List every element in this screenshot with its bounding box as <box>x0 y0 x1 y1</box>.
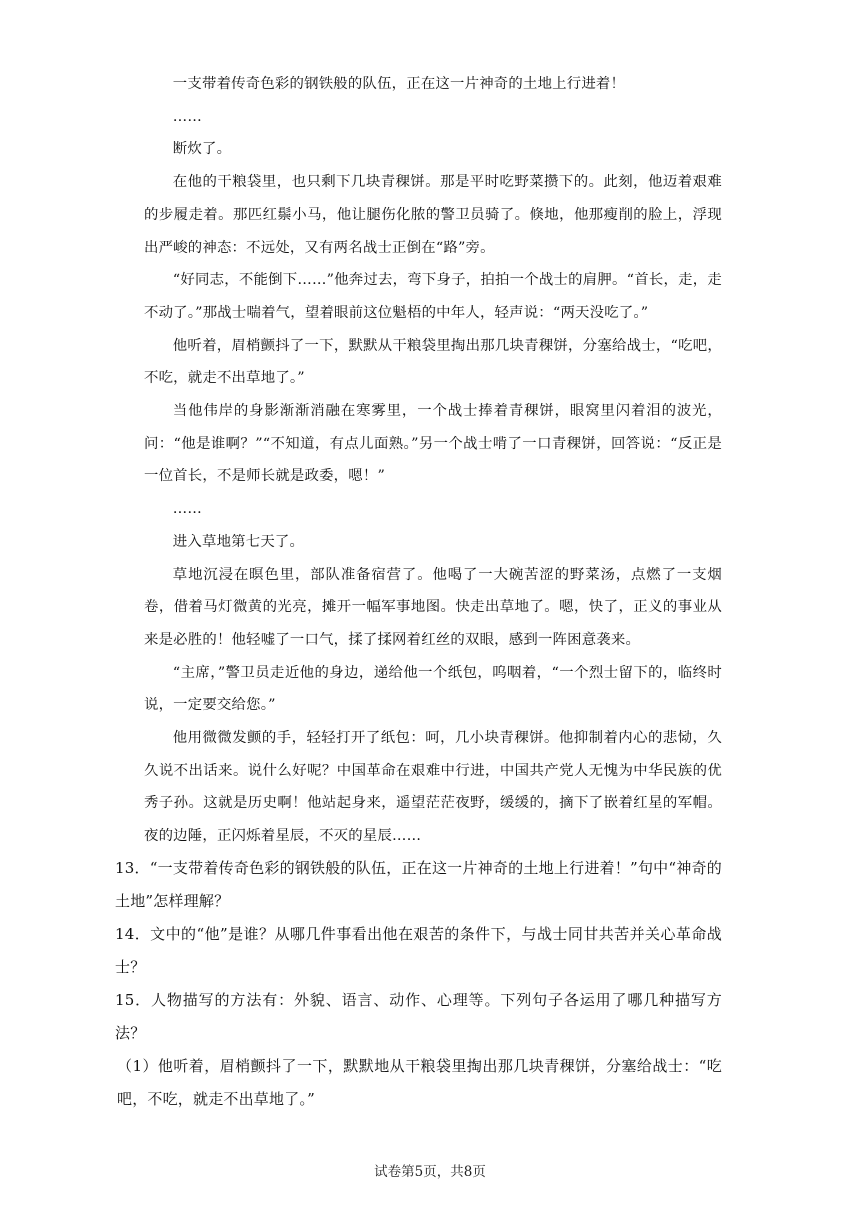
page-content <box>144 68 722 853</box>
passage-paragraph: “好同志，不能倒下……”他奔过去，弯下身子，拍拍一个战士的肩胛。“首长，走，走不动了。”那战士喘着气，望着眼前这位魁梧的中年人，轻声说：“两天没吃了。” <box>144 272 722 321</box>
questions-block <box>115 852 722 1116</box>
page-footer: 试卷第5页，共8页 <box>374 1164 486 1180</box>
passage-paragraph: 在他的干粮袋里，也只剩下几块青稞饼。那是平时吃野菜攒下的。此刻，他迈着艰难的步履走着。那匹红鬃小马，他让腿伤化脓的警卫员骑了。倏地，他那瘦削的脸上，浮现出严峻的神态：不远处，又有两名战士正倒在“路”旁。 <box>144 174 722 256</box>
passage-paragraph: 他听着，眉梢颤抖了一下，默默从干粮袋里掏出那几块青稞饼，分塞给战士，“吃吧，不吃，就走不出草地了。” <box>144 337 722 387</box>
passage-paragraph: 草地沉浸在暝色里，部队准备宿营了。他喝了一大碗苦涩的野菜汤，点燃了一支烟卷，借着马灯微黄的光亮，摊开一幅军事地图。快走出草地了。嗯，快了，正义的事业从来是必胜的！他轻嘘了一口气，揉了揉网着红丝的双眼，感到一阵困意袭来。 <box>144 566 722 648</box>
passage-paragraph: 他用微微发颤的手，轻轻打开了纸包：呵，几小块青稞饼。他抑制着内心的悲恸，久久说不出话来。说什么好呢？中国革命在艰难中行进，中国共产党人无愧为中华民族的优秀子孙。这就是历史啊！他站起身来，遥望茫茫夜野，缓缓的，摘下了嵌着红星的军帽。夜的边陲，正闪烁着星辰，不灭的星辰…… <box>144 730 722 845</box>
question-15: 15．人物描写的方法有：外貌、语言、动作、心理等。下列句子各运用了哪几种描写方法？ <box>115 991 722 1042</box>
question-15-item-1: （1）他听着，眉梢颤抖了一下，默默地从干粮袋里掏出那几块青稞饼，分塞给战士：“吃吧，不吃，就走不出草地了。” <box>117 1057 722 1108</box>
passage-paragraph: 当他伟岸的身影渐渐消融在寒雾里，一个战士捧着青稞饼，眼窝里闪着泪的波光，问：“他是谁啊？”“不知道，有点儿面熟。”另一个战士啃了一口青稞饼，回答说：“反正是一位首长，不是师长就是政委，嗯！” <box>144 403 722 485</box>
passage-paragraph: 断炊了。 <box>172 141 232 158</box>
passage-paragraph: 一支带着传奇色彩的钢铁般的队伍，正在这一片神奇的土地上行进着！ <box>172 76 626 92</box>
question-14: 14．文中的“他”是谁？从哪几件事看出他在艰苦的条件下，与战士同甘共苦并关心革命战士？ <box>115 925 722 976</box>
passage-paragraph: “主席，”警卫员走近他的身边，递给他一个纸包，呜咽着，“一个烈士留下的，临终时说，一定要交给您。” <box>144 664 722 714</box>
passage-ellipsis: …… <box>172 501 202 518</box>
question-13: 13．“一支带着传奇色彩的钢铁般的队伍，正在这一片神奇的土地上行进着！”句中“神奇的土地”怎样理解？ <box>115 859 722 910</box>
passage-ellipsis: …… <box>172 108 202 125</box>
passage-paragraph: 进入草地第七天了。 <box>172 533 305 550</box>
